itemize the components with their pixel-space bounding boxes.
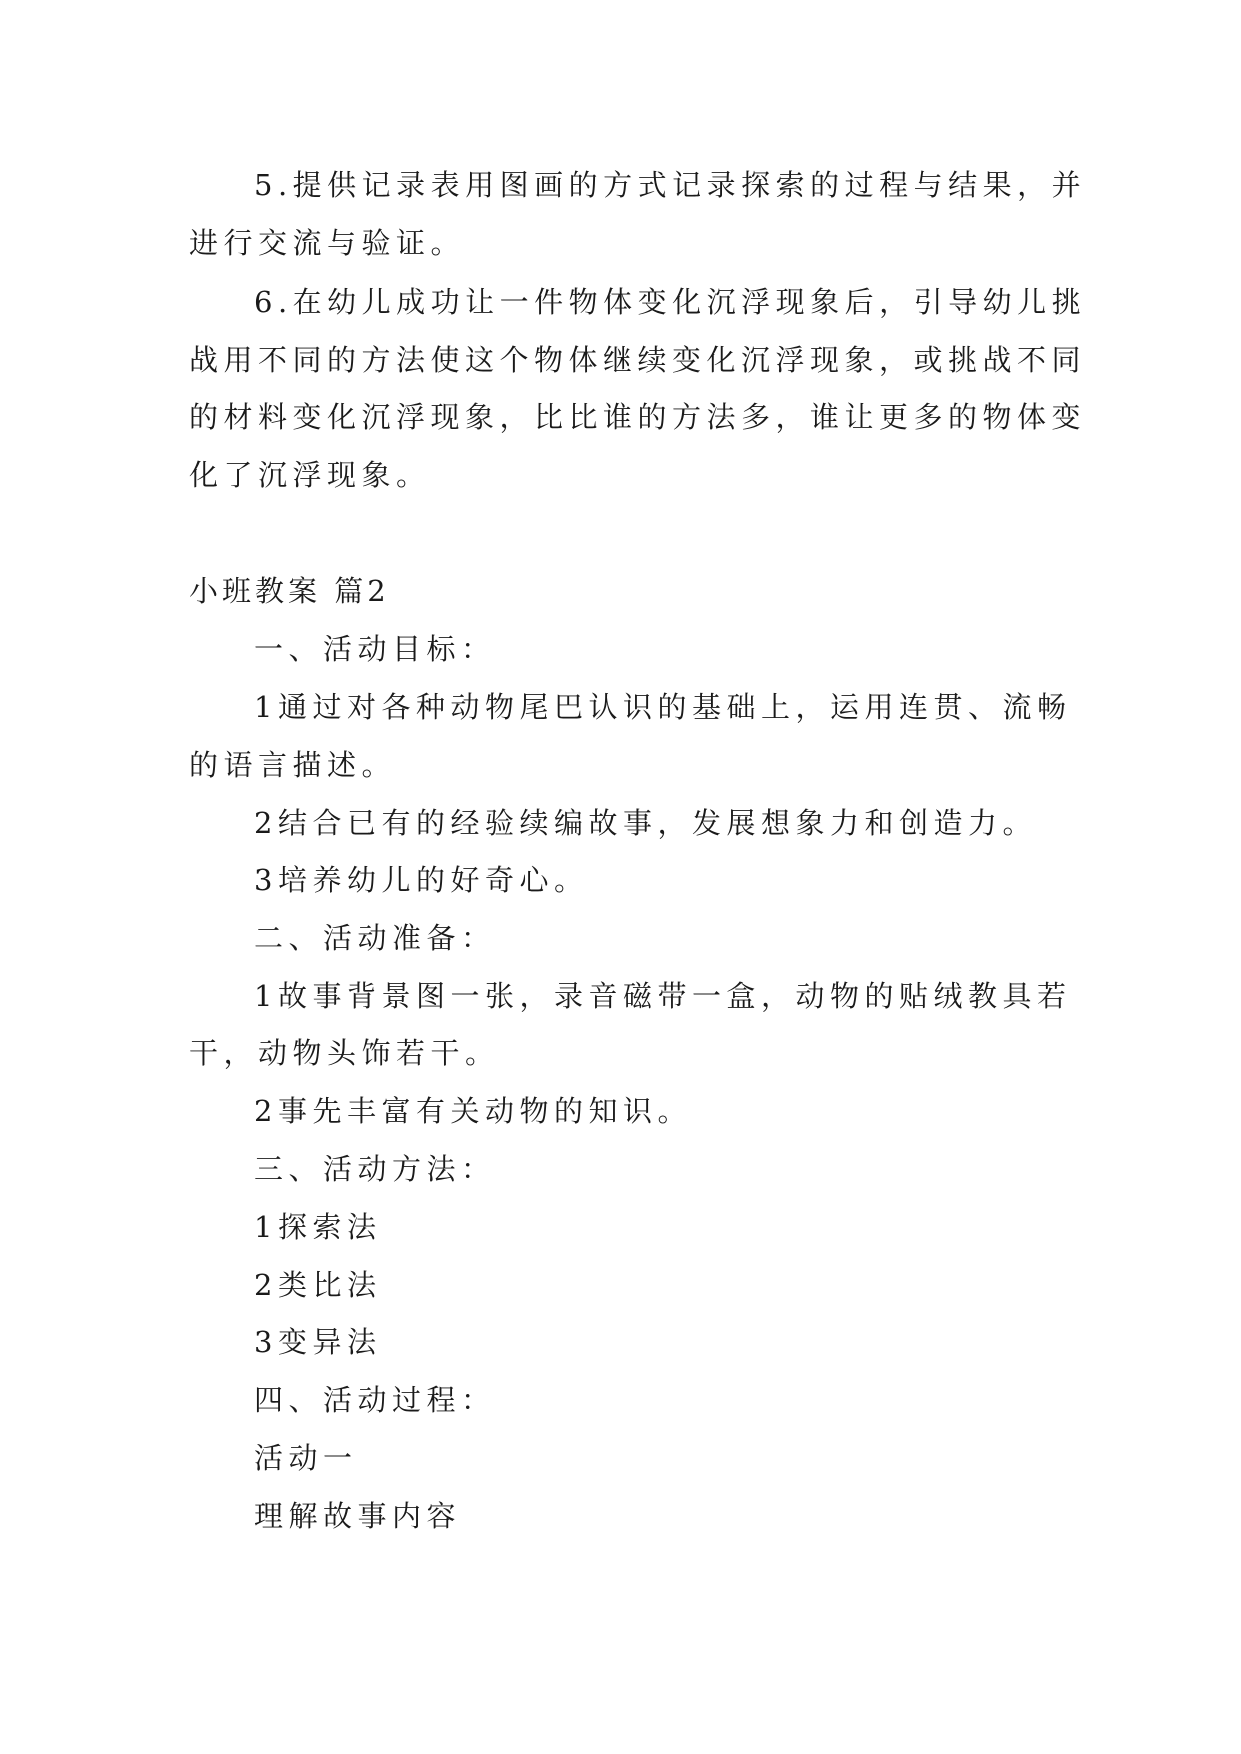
- paragraph-line: 一、活动目标：: [254, 632, 496, 666]
- paragraph-line: 3培养幼儿的好奇心。: [254, 863, 589, 897]
- section-heading: 小班教案 篇2: [189, 574, 390, 608]
- paragraph-line: 化了沉浮现象。: [189, 458, 431, 492]
- paragraph-line: 战用不同的方法使这个物体继续变化沉浮现象，或挑战不同: [189, 343, 1087, 377]
- paragraph-line: 3变异法: [254, 1325, 382, 1359]
- paragraph-line: 1故事背景图一张，录音磁带一盒，动物的贴绒教具若: [254, 979, 1072, 1013]
- paragraph-line: 2事先丰富有关动物的知识。: [254, 1094, 692, 1128]
- paragraph-line: 的材料变化沉浮现象，比比谁的方法多，谁让更多的物体变: [189, 400, 1087, 434]
- paragraph-line: 三、活动方法：: [254, 1152, 496, 1186]
- paragraph-line: 四、活动过程：: [254, 1383, 496, 1417]
- paragraph-line: 进行交流与验证。: [189, 226, 466, 260]
- paragraph-line: 6.在幼儿成功让一件物体变化沉浮现象后，引导幼儿挑: [254, 285, 1087, 319]
- paragraph-line: 理解故事内容: [254, 1499, 462, 1533]
- paragraph-line: 的语言描述。: [189, 748, 397, 782]
- paragraph-line: 二、活动准备：: [254, 921, 496, 955]
- paragraph-line: 2类比法: [254, 1268, 382, 1302]
- paragraph-line: 干，动物头饰若干。: [189, 1036, 500, 1070]
- paragraph-line: 1通过对各种动物尾巴认识的基础上，运用连贯、流畅: [254, 690, 1072, 724]
- paragraph-line: 2结合已有的经验续编故事，发展想象力和创造力。: [254, 806, 1037, 840]
- paragraph-line: 5.提供记录表用图画的方式记录探索的过程与结果，并: [254, 168, 1087, 202]
- paragraph-line: 1探索法: [254, 1210, 382, 1244]
- paragraph-line: 活动一: [254, 1441, 358, 1475]
